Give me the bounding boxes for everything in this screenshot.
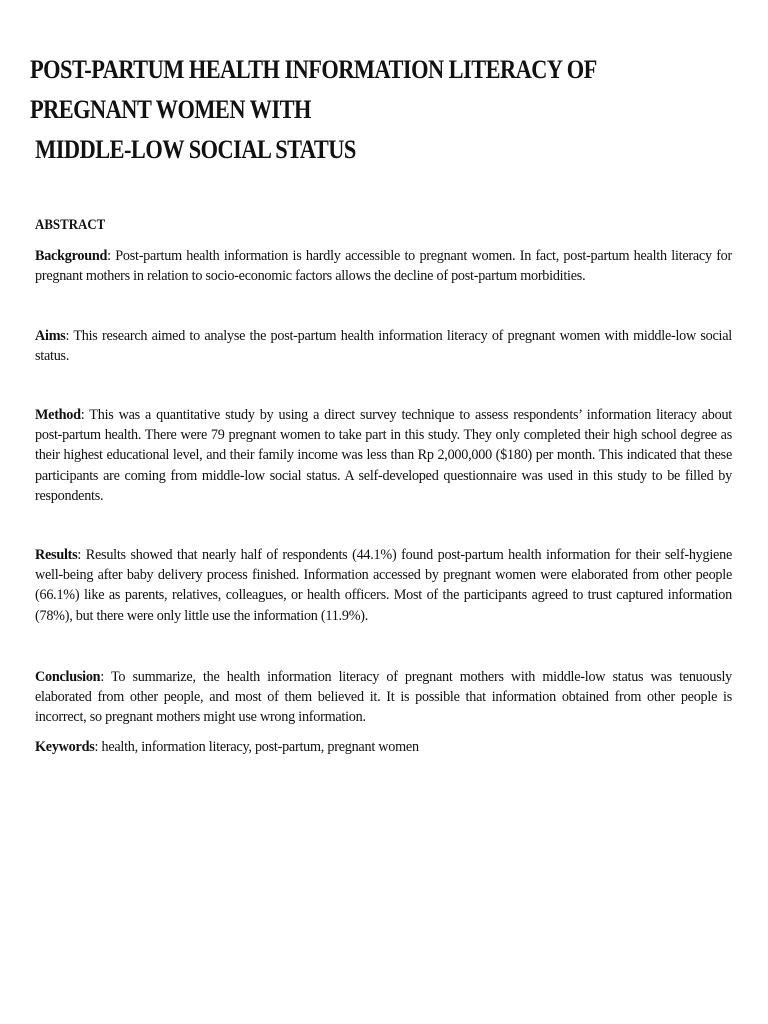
results-text: : Results showed that nearly half of respondents (44.1%) found post-partum health information for their self-hygiene well-being after baby delivery process finished. Information accessed by pregnant women were elaborated from other people (66.1%) like as parents, relatives, colleagues, or health officers. Most of the participants agreed to trust captured information (78%), but there were only little use the information (11.9%). [35,547,732,624]
title-line-1: POST-PARTUM HEALTH INFORMATION LITERACY OF [30,55,597,84]
abstract-heading: ABSTRACT [35,217,106,233]
method-label: Method [35,407,81,423]
keywords-paragraph [35,737,732,757]
aims-text: : This research aimed to analyse the post-partum health information literacy of pregnant women with middle-low social status. [35,328,732,365]
conclusion-paragraph [35,667,732,728]
method-text: : This was a quantitative study by using a direct survey technique to assess respondents’ information literacy about post-partum health. There were 79 pregnant women to take part in this study. They only completed their high school degree as their highest educational level, and their family income was less than Rp 2,000,000 ($180) per month. This indicated that these participants are coming from middle-low social status. A self-developed questionnaire was used in this study to be filled by respondents. [35,407,732,504]
keywords-label: Keywords [35,739,95,755]
method-paragraph [35,405,732,506]
keywords-text: : health, information literacy, post-partum, pregnant women [94,739,419,755]
paper-title [30,50,649,170]
title-line-2: PREGNANT WOMEN WITH [30,95,311,124]
conclusion-label: Conclusion [35,669,101,685]
title-line-3: MIDDLE-LOW SOCIAL STATUS [35,135,356,164]
results-label: Results [35,547,78,563]
background-text: : Post-partum health information is hardly accessible to pregnant women. In fact, post-partum health literacy for pregnant mothers in relation to socio-economic factors allows the decline of post-partum morbidities. [35,248,732,285]
aims-paragraph [35,326,732,366]
conclusion-text: : To summarize, the health information literacy of pregnant mothers with middle-low status was tenuously elaborated from other people, and most of them believed it. It is possible that information obtained from other people is incorrect, so pregnant mothers might use wrong information. [35,669,732,726]
background-label: Background [35,248,108,264]
results-paragraph [35,545,732,626]
background-paragraph [35,246,732,286]
aims-label: Aims [35,328,66,344]
